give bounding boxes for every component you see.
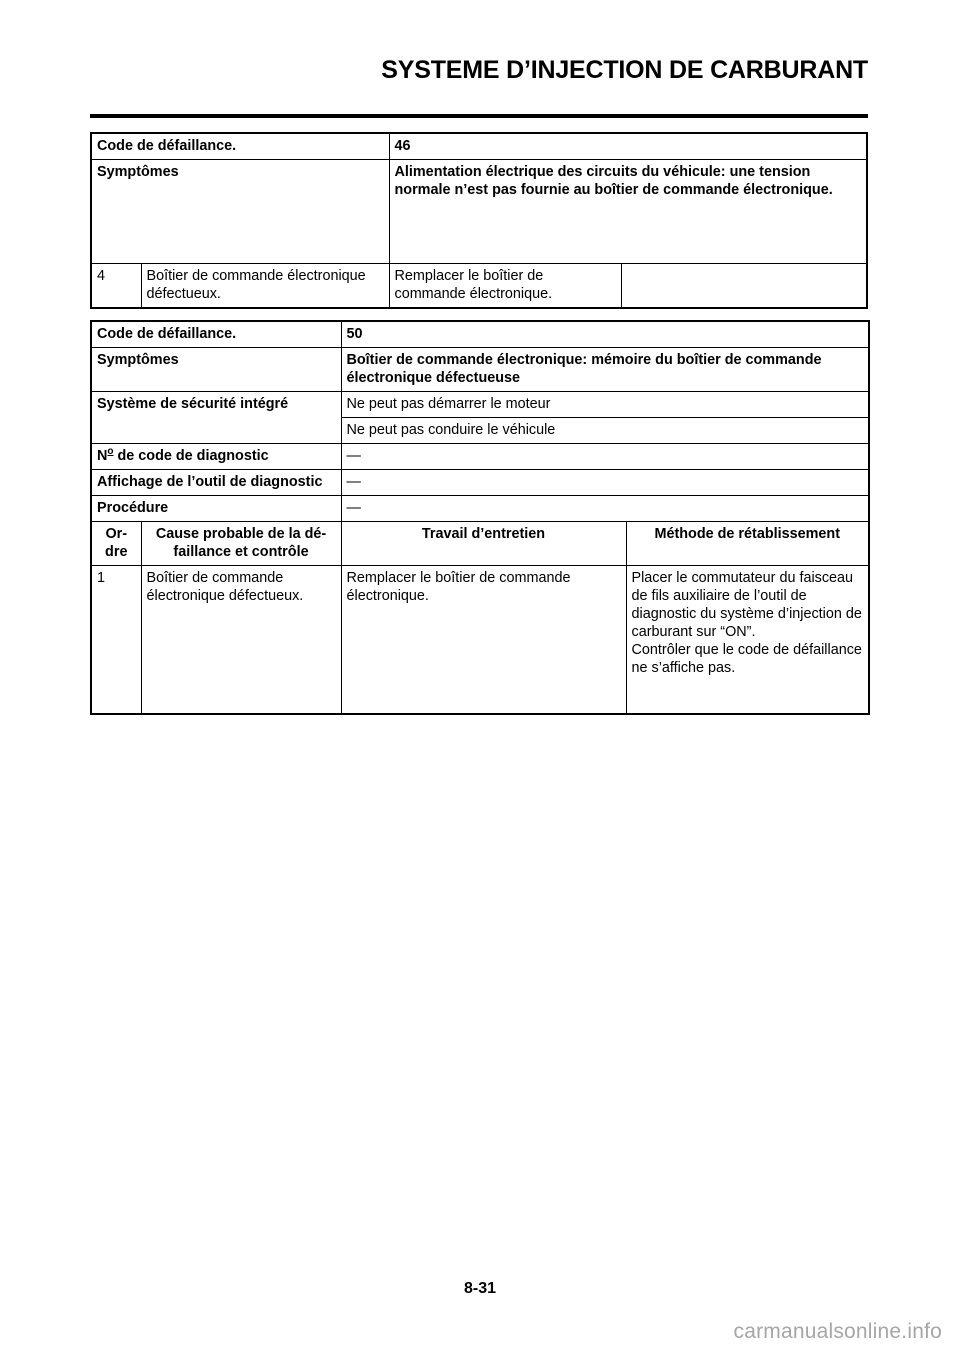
restoration-method-cell bbox=[621, 264, 867, 309]
fault-code-label: Code de défaillance. bbox=[91, 321, 341, 348]
failsafe-value: Ne peut pas démarrer le moteur bbox=[341, 392, 869, 418]
maintenance-work-cell: Remplacer le boîtier de commande électronique. bbox=[389, 264, 621, 309]
order-cell: 4 bbox=[91, 264, 141, 309]
symptoms-value: Boîtier de commande électronique: mémoire du boîtier de commande électronique défectueuse bbox=[341, 348, 869, 392]
fault-code-label: Code de défaillance. bbox=[91, 133, 389, 160]
symptoms-label: Symptômes bbox=[91, 160, 389, 264]
diag-code-prefix: N bbox=[97, 448, 108, 464]
ordinal-indicator: o bbox=[107, 446, 114, 458]
table-row bbox=[91, 392, 869, 418]
probable-cause-cell: Boîtier de commande électronique défectueux. bbox=[141, 566, 341, 715]
procedure-label: Procédure bbox=[91, 496, 341, 522]
table-row bbox=[91, 566, 869, 715]
diagnostic-tool-display-value: — bbox=[341, 470, 869, 496]
table-row bbox=[91, 133, 867, 160]
header-rule bbox=[90, 114, 868, 118]
fault-code-value: 46 bbox=[389, 133, 867, 160]
symptoms-value: Alimentation électrique des circuits du véhicule: une tension normale n’est pas fournie au boîtier de commande électronique. bbox=[389, 160, 867, 264]
restoration-method-cell: Placer le commutateur du faisceau de fils auxiliaire de l’outil de diagnostic du système d’injection de carburant sur “ON”. Contrôler que le code de défaillance ne s’affiche pas. bbox=[626, 566, 869, 715]
page-title: SYSTEME D’INJECTION DE CARBURANT bbox=[381, 56, 868, 84]
site-watermark: carmanualsonline.info bbox=[733, 1320, 942, 1343]
column-header-maintenance-work: Travail d’entretien bbox=[341, 522, 626, 566]
fault-code-table-46 bbox=[90, 132, 868, 309]
fault-code-value: 50 bbox=[341, 321, 869, 348]
table-row bbox=[91, 264, 867, 309]
page-number: 8-31 bbox=[463, 1280, 497, 1297]
table-row bbox=[91, 321, 869, 348]
failsafe-value: Ne peut pas conduire le véhicule bbox=[341, 418, 869, 444]
maintenance-work-cell: Remplacer le boîtier de commande électronique. bbox=[341, 566, 626, 715]
failsafe-label: Système de sécurité intégré bbox=[91, 392, 341, 444]
table-row bbox=[91, 496, 869, 522]
table-row bbox=[91, 348, 869, 392]
column-header-probable-cause: Cause probable de la dé- faillance et contrôle bbox=[141, 522, 341, 566]
fault-code-table-50 bbox=[90, 320, 870, 715]
table-header-row bbox=[91, 522, 869, 566]
table-row bbox=[91, 470, 869, 496]
diagnostic-tool-display-label: Affichage de l’outil de diagnostic bbox=[91, 470, 341, 496]
diagnostic-code-number-value: — bbox=[341, 444, 869, 470]
probable-cause-cell: Boîtier de commande électronique défectueux. bbox=[141, 264, 389, 309]
symptoms-label: Symptômes bbox=[91, 348, 341, 392]
table-row bbox=[91, 160, 867, 264]
diagnostic-code-number-label bbox=[91, 444, 341, 470]
table-row bbox=[91, 444, 869, 470]
procedure-value: — bbox=[341, 496, 869, 522]
column-header-order: Or- dre bbox=[91, 522, 141, 566]
order-cell: 1 bbox=[91, 566, 141, 715]
diag-code-rest: de code de diagnostic bbox=[113, 448, 269, 464]
column-header-restoration-method: Méthode de rétablissement bbox=[626, 522, 869, 566]
